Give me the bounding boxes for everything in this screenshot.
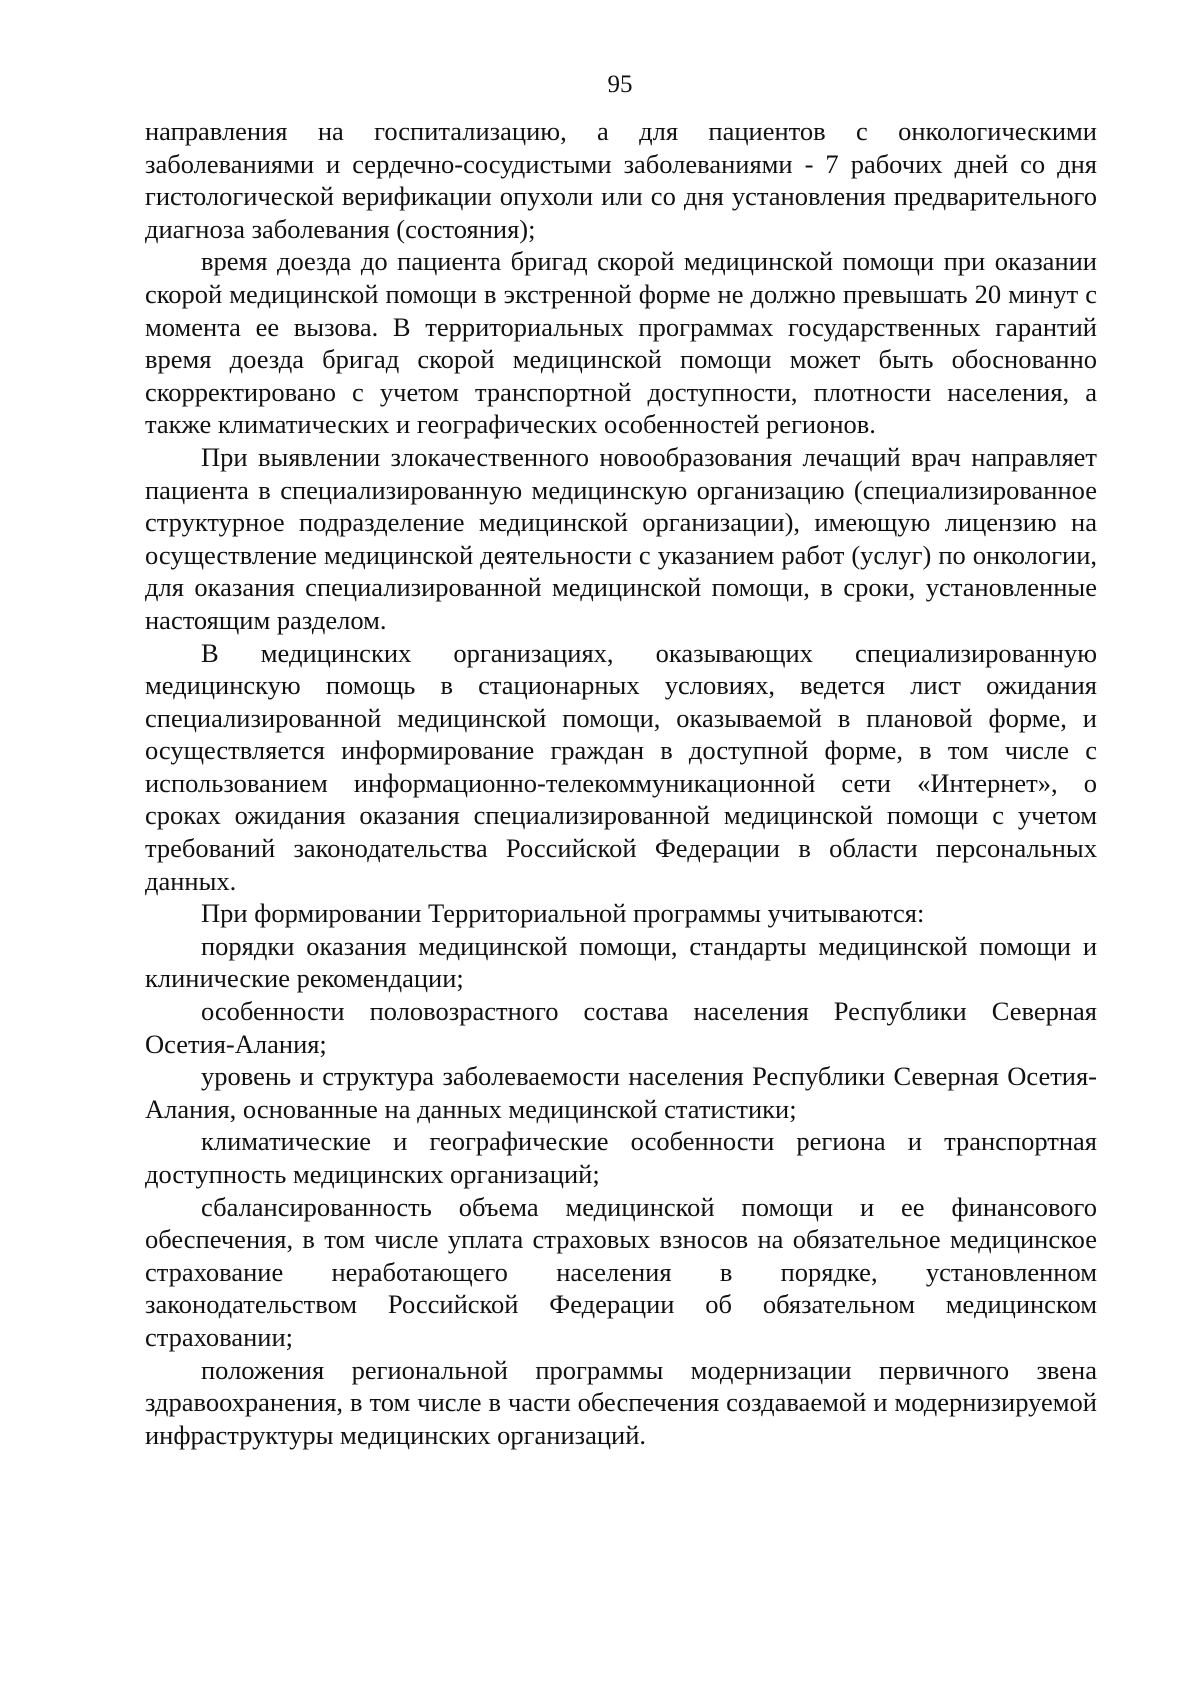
paragraph-ambulance-time: время доезда до пациента бригад скорой медицинской помощи при оказании скорой медицинской помощи в экстренной форме не должно превышать 20 минут с момента ее вызова. В территориальных программах государственных гарантий время доезда бригад скорой медицинской помощи может быть обоснованно скорректировано с учетом транспортной доступности, плотности населения, а также климатических и географических особенностей регионов. [145,246,1097,440]
paragraph-waiting-list: В медицинских организациях, оказывающих специализированную медицинскую помощь в стационарных условиях, ведется лист ожидания специализированной медицинской помощи, оказываемой в плановой форме, и осуществляется информирование граждан в доступной форме, в том числе с использованием информационно-телекоммуникационной сети «Интернет», о сроках ожидания оказания специализированной медицинской помощи с учетом требований законодательства Российской Федерации в области персональных данных. [145,637,1097,896]
page-number: 95 [607,71,633,98]
paragraph-factor-standards: порядки оказания медицинской помощи, стандарты медицинской помощи и клинические рекомендации; [145,930,1097,994]
paragraph-oncology-referral: При выявлении злокачественного новообразования лечащий врач направляет пациента в специализированную медицинскую организацию (специализированное структурное подразделение медицинской организации), имеющую лицензию на осуществление медицинской деятельности с указанием работ (услуг) по онкологии, для оказания специализированной медицинской помощи, в сроки, установленные настоящим разделом. [145,441,1097,635]
document-body [145,115,1097,1451]
paragraph-factor-financing: сбалансированность объема медицинской помощи и ее финансового обеспечения, в том числе уплата страховых взносов на обязательное медицинское страхование неработающего населения в порядке, установленном законодательством Российской Федерации об обязательном медицинском страховании; [145,1191,1097,1352]
paragraph-factor-morbidity: уровень и структура заболеваемости населения Республики Северная Осетия-Алания, основанные на данных медицинской статистики; [145,1061,1097,1124]
paragraph-factor-geography: климатические и географические особенности региона и транспортная доступность медицинских организаций; [145,1126,1097,1189]
paragraph-continuation: направления на госпитализацию, а для пациентов с онкологическими заболеваниями и сердечно-сосудистыми заболеваниями - 7 рабочих дней со дня гистологической верификации опухоли или со дня установления предварительного диагноза заболевания (состояния); [145,116,1097,244]
paragraph-factor-demographics: особенности половозрастного состава населения Республики Северная Осетия-Алания; [145,996,1097,1059]
paragraph-factor-modernization: положения региональной программы модернизации первичного звена здравоохранения, в том числе в части обеспечения создаваемой и модернизируемой инфраструктуры медицинских организаций. [145,1354,1097,1450]
paragraph-program-factors-intro: При формировании Территориальной программы учитываются: [201,898,925,929]
